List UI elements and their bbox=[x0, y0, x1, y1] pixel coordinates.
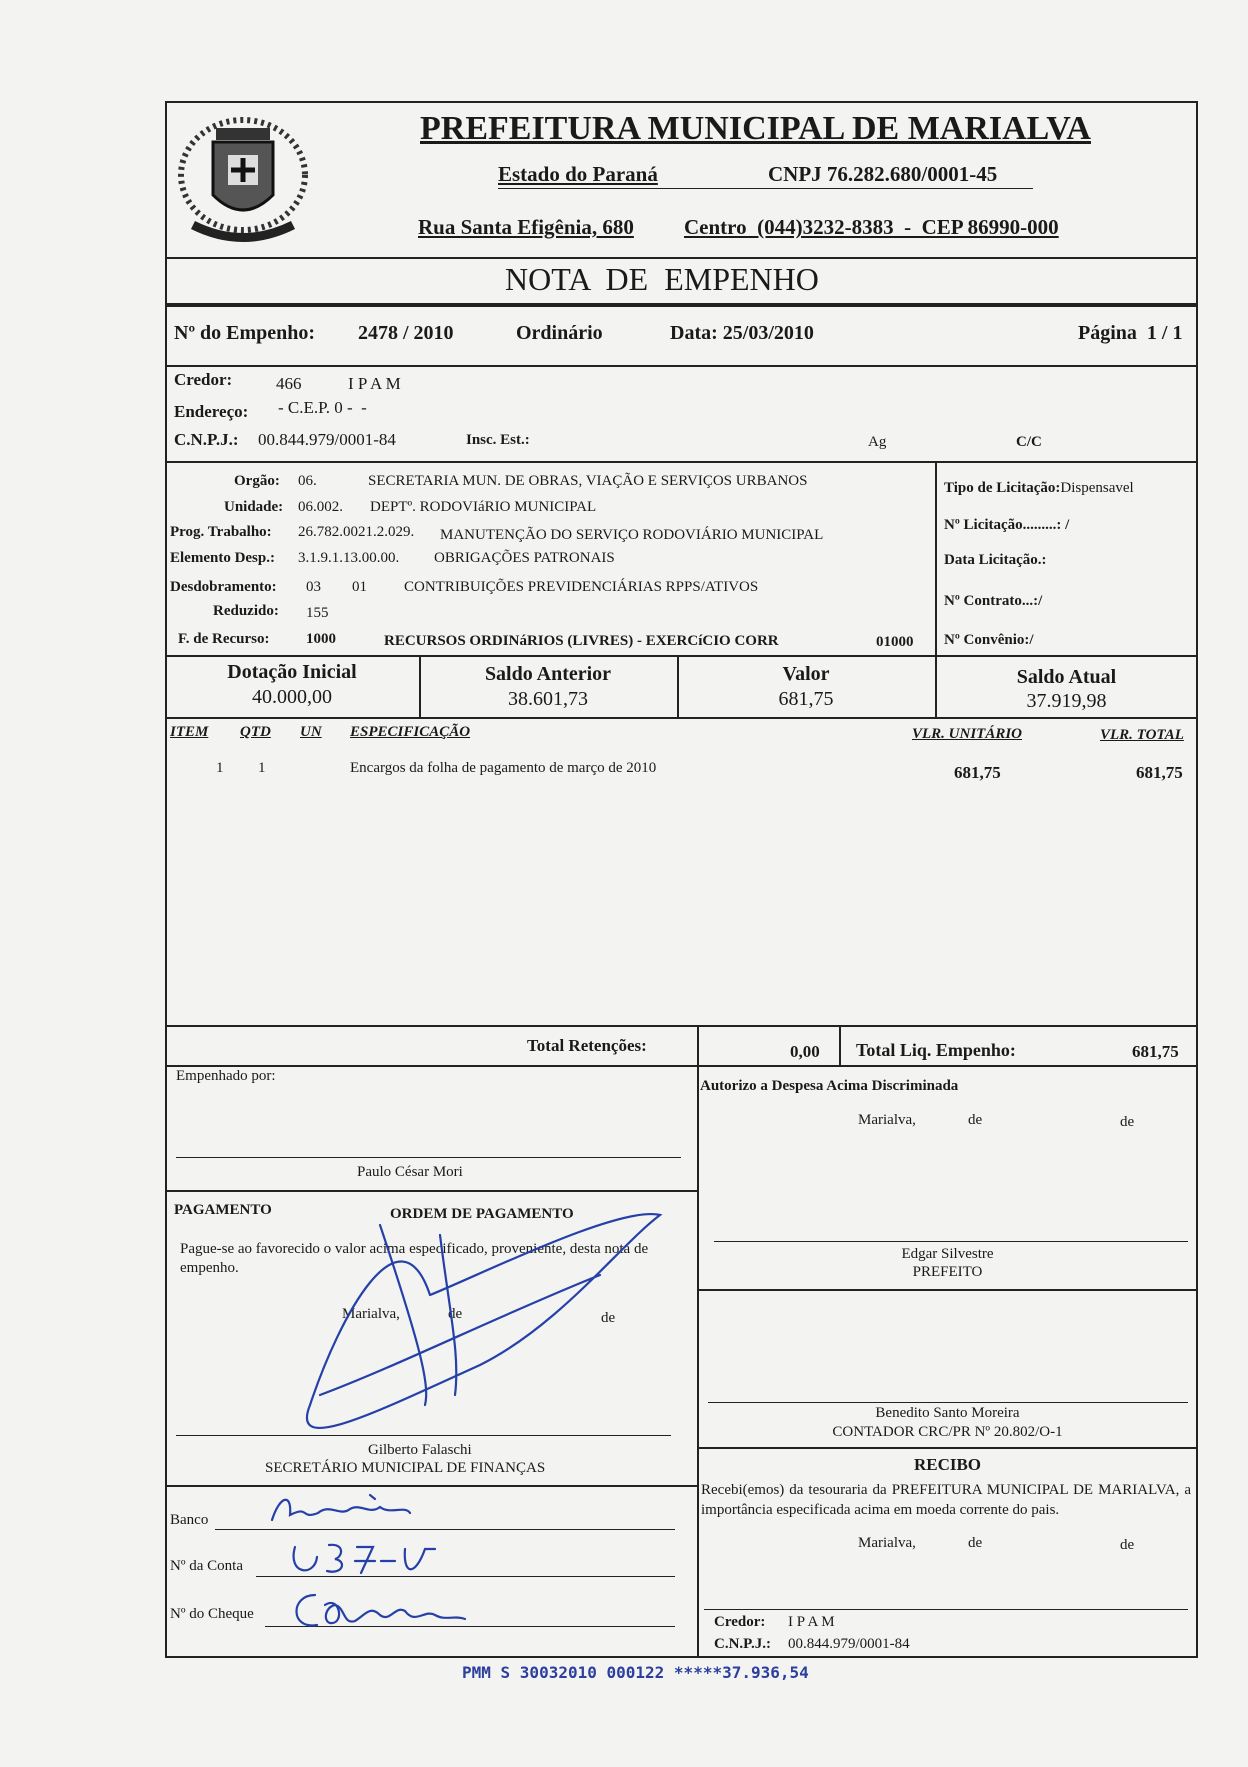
recurso-name: RECURSOS ORDINáRIOS (LIVRES) - EXERCíCIO CORR bbox=[384, 633, 779, 649]
document-title: NOTA DE EMPENHO bbox=[505, 261, 819, 297]
conta-label: Nº da Conta bbox=[170, 1558, 243, 1574]
orgao-label: Orgão: bbox=[234, 473, 280, 489]
op-city: Marialva, bbox=[342, 1306, 400, 1322]
col-vlr-unitario: VLR. UNITÁRIO bbox=[912, 726, 1023, 742]
saldo-anterior-value: 38.601,73 bbox=[508, 688, 588, 710]
credor-name: I P A M bbox=[348, 374, 401, 393]
retencoes-label: Total Retenções: bbox=[527, 1036, 647, 1055]
ag-label: Ag bbox=[868, 434, 887, 450]
credor-label: Credor: bbox=[174, 370, 233, 389]
page-number: Página 1 / 1 bbox=[1078, 322, 1183, 344]
valor-label: Valor bbox=[782, 663, 830, 685]
desdob-label: Desdobramento: bbox=[170, 579, 277, 595]
desdob-b: 01 bbox=[352, 579, 367, 595]
contador-name: Benedito Santo Moreira bbox=[875, 1405, 1020, 1421]
saldo-anterior-label: Saldo Anterior bbox=[484, 663, 612, 685]
licitacao-tipo-value: Dispensavel bbox=[1060, 480, 1134, 496]
banco-label: Banco bbox=[170, 1512, 209, 1528]
empenhado-label: Empenhado por: bbox=[176, 1068, 276, 1084]
cc-label: C/C bbox=[1016, 434, 1042, 450]
op-de-2: de bbox=[601, 1310, 616, 1326]
recurso-code: 1000 bbox=[306, 631, 336, 647]
desdob-a: 03 bbox=[306, 579, 321, 595]
col-especificacao: ESPECIFICAÇÃO bbox=[350, 724, 471, 740]
total-liquido-value: 681,75 bbox=[1132, 1042, 1179, 1061]
retencoes-value: 0,00 bbox=[790, 1042, 820, 1061]
dotacao-value: 40.000,00 bbox=[252, 686, 332, 708]
prog-code: 26.782.0021.2.029. bbox=[298, 524, 415, 540]
coat-of-arms-icon bbox=[168, 100, 318, 260]
empenho-type: Ordinário bbox=[516, 322, 603, 344]
recibo-cnpj-label: C.N.P.J.: bbox=[714, 1636, 771, 1652]
prog-label: Prog. Trabalho: bbox=[170, 524, 272, 540]
empenho-number: 2478 / 2010 bbox=[358, 322, 454, 344]
orgao-name: SECRETARIA MUN. DE OBRAS, VIAÇÃO E SERVIÇOS URBANOS bbox=[368, 473, 808, 489]
recibo-city: Marialva, bbox=[858, 1535, 916, 1551]
op-de-1: de bbox=[448, 1306, 463, 1322]
empenho-date: Data: 25/03/2010 bbox=[670, 322, 814, 344]
unidade-label: Unidade: bbox=[224, 499, 284, 515]
licitacao-contrato: Nº Contrato...:/ bbox=[944, 593, 1043, 609]
conta-handwriting-icon bbox=[285, 1535, 455, 1580]
item-qty: 1 bbox=[258, 760, 266, 776]
recibo-de-1: de bbox=[968, 1535, 983, 1551]
pagamento-label: PAGAMENTO bbox=[174, 1202, 272, 1218]
licitacao-data: Data Licitação.: bbox=[944, 552, 1047, 568]
col-item: ITEM bbox=[170, 724, 209, 740]
prefeito-role: PREFEITO bbox=[912, 1264, 983, 1280]
recibo-credor-label: Credor: bbox=[714, 1614, 766, 1630]
item-unit-value: 681,75 bbox=[954, 763, 1001, 782]
dotacao-label: Dotação Inicial bbox=[227, 661, 357, 683]
recurso-label: F. de Recurso: bbox=[178, 631, 270, 647]
unidade-name: DEPTº. RODOVIáRIO MUNICIPAL bbox=[370, 499, 597, 515]
recibo-de-2: de bbox=[1120, 1537, 1135, 1553]
autorizo-de-1: de bbox=[968, 1112, 983, 1128]
address-field-label: Endereço: bbox=[174, 402, 249, 421]
autorizo-city: Marialva, bbox=[858, 1112, 916, 1128]
prefeito-name: Edgar Silvestre bbox=[901, 1246, 994, 1262]
autorizo-de-2: de bbox=[1120, 1114, 1135, 1130]
insc-label: Insc. Est.: bbox=[466, 432, 530, 448]
credor-address: - C.E.P. 0 - - bbox=[278, 398, 367, 417]
recibo-cnpj: 00.844.979/0001-84 bbox=[788, 1636, 910, 1652]
recurso-number: 01000 bbox=[876, 634, 914, 650]
autorizo-label: Autorizo a Despesa Acima Discriminada bbox=[700, 1078, 959, 1094]
saldo-atual-value: 37.919,98 bbox=[1026, 690, 1107, 712]
prog-name: MANUTENÇÃO DO SERVIÇO RODOVIÁRIO MUNICIPAL bbox=[440, 527, 824, 543]
cheque-label: Nº do Cheque bbox=[170, 1606, 254, 1622]
banco-handwriting-icon bbox=[260, 1485, 460, 1535]
col-vlr-total: VLR. TOTAL bbox=[1100, 727, 1184, 743]
recibo-text: Recebi(emos) da tesouraria da PREFEITURA MUNICIPAL DE MARIALVA, a importância especificada acima em moeda corrente do pais. bbox=[701, 1482, 1191, 1518]
elemento-label: Elemento Desp.: bbox=[170, 550, 275, 566]
saldo-atual-label: Saldo Atual bbox=[1016, 666, 1117, 688]
phone-cep-label: Centro (044)3232-8383 - CEP 86990-000 bbox=[684, 215, 1059, 239]
secretario-name: Gilberto Falaschi bbox=[368, 1442, 472, 1458]
elemento-code: 3.1.9.1.13.00.00. bbox=[298, 550, 400, 566]
address-label: Rua Santa Efigênia, 680 bbox=[418, 215, 634, 239]
state-label: Estado do Paraná bbox=[498, 162, 658, 186]
valor-value: 681,75 bbox=[778, 688, 834, 710]
secretario-role: SECRETÁRIO MUNICIPAL DE FINANÇAS bbox=[265, 1460, 546, 1476]
credor-cnpj: 00.844.979/0001-84 bbox=[258, 430, 396, 449]
unidade-code: 06.002. bbox=[298, 499, 343, 515]
orgao-code: 06. bbox=[298, 473, 317, 489]
recibo-credor-name: I P A M bbox=[788, 1614, 835, 1630]
credor-code: 466 bbox=[276, 374, 302, 393]
desdob-name: CONTRIBUIÇÕES PREVIDENCIÁRIAS RPPS/ATIVOS bbox=[404, 579, 759, 595]
item-number: 1 bbox=[216, 760, 224, 776]
cnpj-label: CNPJ 76.282.680/0001-45 bbox=[768, 162, 998, 186]
credor-cnpj-label: C.N.P.J.: bbox=[174, 430, 239, 449]
contador-role: CONTADOR CRC/PR Nº 20.802/O-1 bbox=[832, 1424, 1063, 1440]
item-total-value: 681,75 bbox=[1136, 763, 1183, 782]
licitacao-numero: Nº Licitação.........: / bbox=[944, 517, 1070, 533]
licitacao-convenio: Nº Convênio:/ bbox=[944, 632, 1034, 648]
ordem-pagamento-label: ORDEM DE PAGAMENTO bbox=[390, 1206, 574, 1222]
elemento-name: OBRIGAÇÕES PATRONAIS bbox=[434, 550, 615, 566]
licitacao-tipo-label: Tipo de Licitação:Dispensavel bbox=[944, 480, 1134, 496]
cheque-handwriting-icon bbox=[285, 1585, 485, 1635]
col-un: UN bbox=[300, 724, 322, 740]
reduzido-value: 155 bbox=[306, 605, 329, 621]
empenhado-name: Paulo César Mori bbox=[357, 1164, 463, 1180]
item-description: Encargos da folha de pagamento de março de 2010 bbox=[350, 760, 657, 776]
reduzido-label: Reduzido: bbox=[213, 603, 279, 619]
footer-stamp: PMM S 30032010 000122 *****37.936,54 bbox=[462, 1663, 809, 1682]
page-title: PREFEITURA MUNICIPAL DE MARIALVA bbox=[420, 110, 1091, 147]
secretario-signature-icon bbox=[280, 1165, 680, 1465]
pague-text: Pague-se ao favorecido o valor acima especificado, proveniente, desta nota de empenho. bbox=[180, 1241, 649, 1276]
col-qtd: QTD bbox=[240, 724, 271, 740]
empenho-label: Nº do Empenho: bbox=[174, 322, 316, 344]
recibo-label: RECIBO bbox=[913, 1455, 982, 1474]
total-liquido-label: Total Liq. Empenho: bbox=[856, 1040, 1016, 1060]
